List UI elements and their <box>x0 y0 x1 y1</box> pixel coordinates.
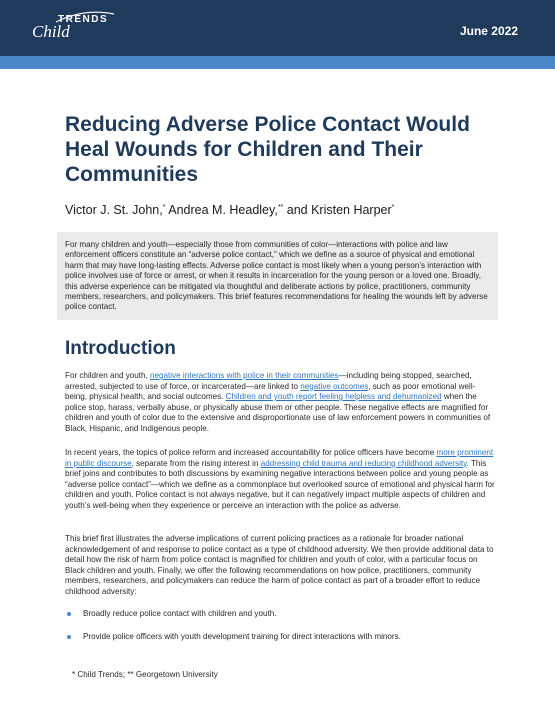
link-child-trauma[interactable]: addressing child trauma and reducing childhood adversity <box>260 458 467 468</box>
p1-text-2: —including being stopped, searched, arrested, subjected to use of force, or incarcerated—are linked to <box>65 371 472 391</box>
section-heading-introduction: Introduction <box>65 338 176 359</box>
publication-date: June 2022 <box>459 24 518 38</box>
accent-stripe <box>0 56 555 69</box>
logo-child-text: Child <box>32 22 70 41</box>
list-item <box>65 632 495 643</box>
author-1-mark: * <box>162 203 166 211</box>
p1-text-4: when the police stop, harass, verbally abuse, or physically abuse them or other people. These negative effects are magnified for children and youth of color due to the extensive and disproportionate use of law enforcement powers in communities of Black, Hispanic, and Indigenous people. <box>65 392 491 433</box>
affiliation-footnote: * Child Trends; ** Georgetown University <box>72 670 218 679</box>
p2-text-3: . This brief joins and contributes to both discussions by examining negative interactions between police and young people as “adverse police contact”—which we define as a commonplace but overlooked source of emotional and physical harm for children and youth. Police contact is not always negative, but it can negatively impact multiple aspects of children and youth’s well-being when they experience or perceive an interaction with the police as adverse. <box>65 458 495 510</box>
abstract-box: For many children and youth—especially those from communities of color—interactions with police and law enforcement officers constitute an “adverse police contact,” which we define as a source of physical and emotional harm that may have long-lasting effects. Adverse police contact is most likely when a young person’s interaction with police involves use of force or arrest, or when it results in incarceration for the young person or a loved one. Broadly, this adverse experience can be mitigated via thoughtful and deliberate actions by police, practitioners, community members, researchers, and policymakers. This brief features recommendations for healing the wounds left by adverse police contact. <box>57 232 498 320</box>
author-3: and Kristen Harper <box>283 203 392 217</box>
link-public-discourse[interactable]: more prominent in public discourse <box>65 448 494 468</box>
p1-text-3: , such as poor emotional well-being, physical health, and social outcomes. <box>65 381 476 401</box>
intro-paragraph-3: This brief first illustrates the adverse implications of current policing practices as a rationale for broader national acknowledgement of and response to police contact as a type of childhood adversity. We then provide additional data to detail how the risk of harm from police contact is magnified for children and youth of color, with a particular focus on Black children and youth. Finally, we offer the following recommendations on how police, practitioners, community members, researchers, and policymakers can reduce the harm of police contact as part of a broader effort to reduce childhood adversity: <box>65 534 494 596</box>
link-helpless-dehumanized[interactable]: Children and youth report feeling helpless and dehumanized <box>225 392 442 401</box>
child-trends-logo[interactable] <box>32 10 116 50</box>
p2-text-2: , separate from the rising interest in <box>131 458 261 468</box>
author-line <box>65 203 495 217</box>
author-3-mark: * <box>391 203 395 211</box>
bullet-icon <box>67 612 71 616</box>
intro-paragraph-1 <box>65 371 495 434</box>
document-title: Reducing Adverse Police Contact Would Heal Wounds for Children and Their Communities <box>65 113 470 186</box>
p2-text-1: In recent years, the topics of police reform and increased accountability for police officers have become <box>65 448 437 457</box>
link-negative-outcomes[interactable]: negative outcomes <box>300 381 369 391</box>
author-2: Andrea M. Headley, <box>165 203 278 217</box>
list-item-text: Provide police officers with youth development training for direct interactions with minors. <box>83 631 401 641</box>
header-bar <box>0 0 555 56</box>
author-2-mark: ** <box>277 203 284 211</box>
link-negative-interactions[interactable]: negative interactions with police in their communities <box>150 371 339 380</box>
list-item-text: Broadly reduce police contact with children and youth. <box>83 609 277 618</box>
intro-paragraph-2 <box>65 448 495 511</box>
p1-text-1: For children and youth, <box>65 371 151 380</box>
list-item <box>65 609 495 620</box>
recommendation-list <box>65 609 495 654</box>
logo-trends-text: TRENDS <box>58 14 109 25</box>
author-1: Victor J. St. John, <box>65 203 163 217</box>
bullet-icon <box>67 635 71 639</box>
